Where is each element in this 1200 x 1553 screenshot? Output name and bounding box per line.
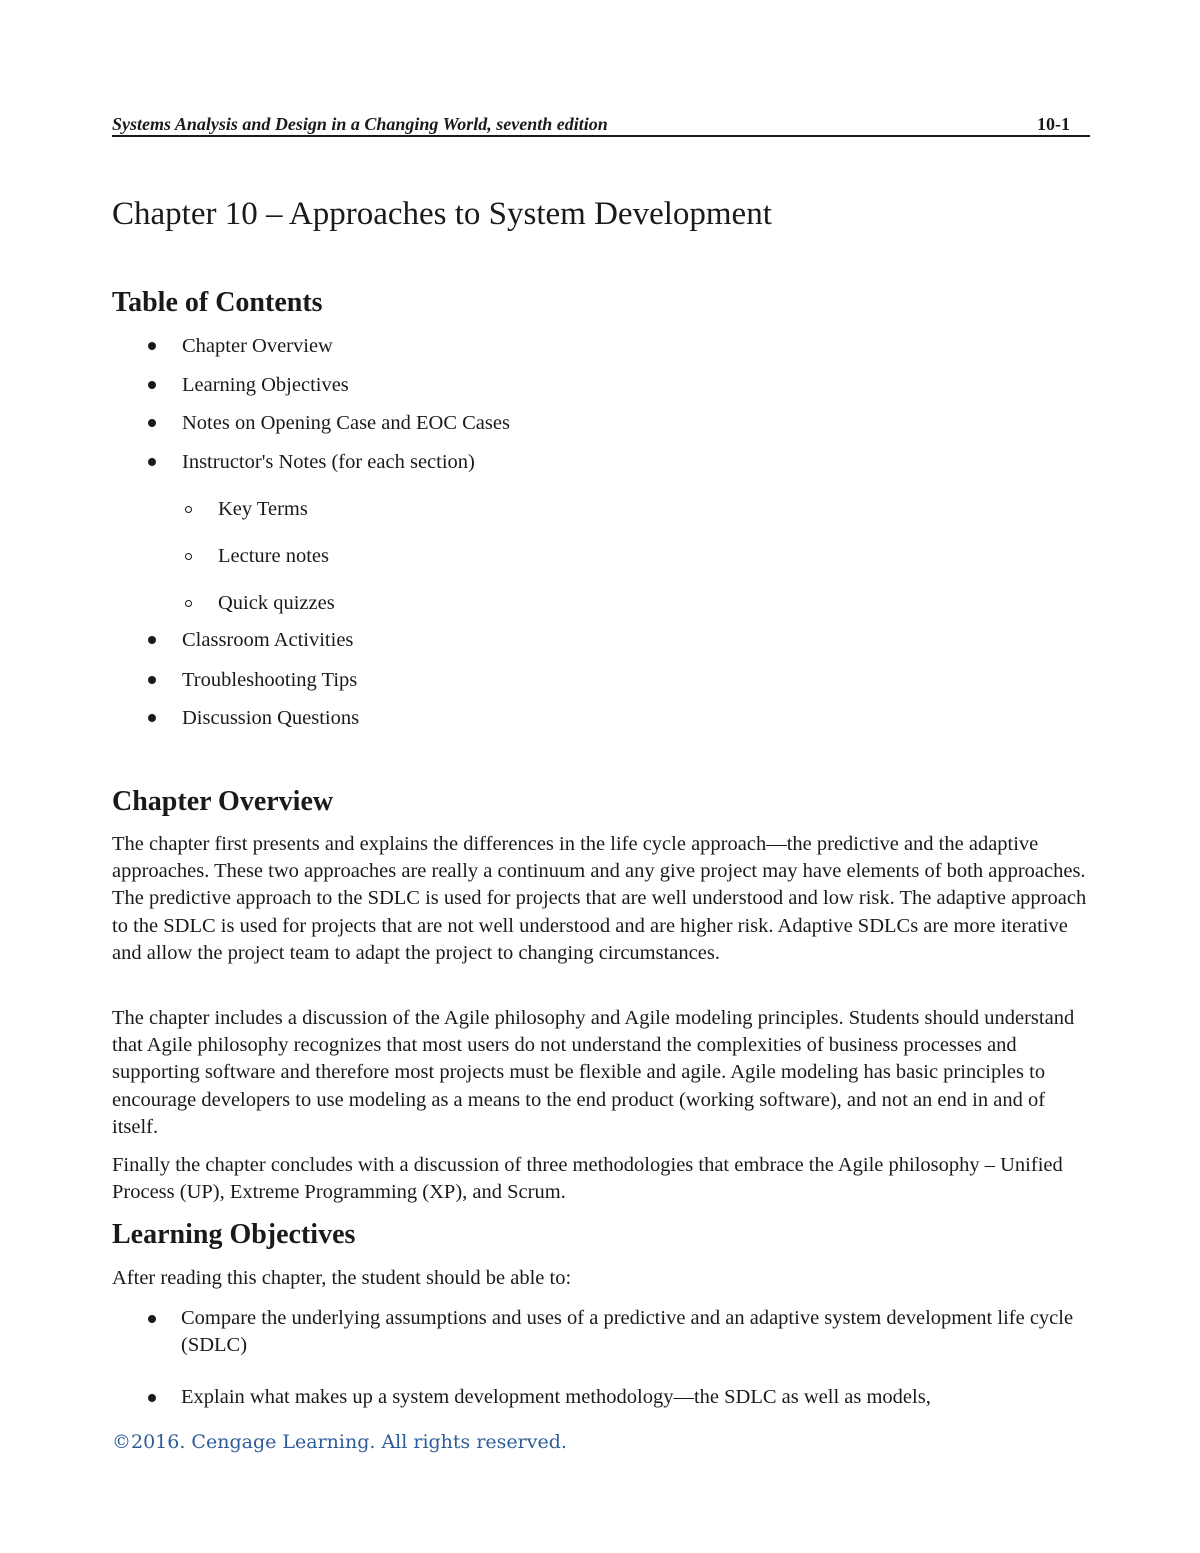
bullet-icon xyxy=(148,1315,156,1323)
bullet-icon xyxy=(148,676,156,684)
objective-text: Compare the underlying assumptions and uses of a predictive and an adaptive system development life cycle (SDLC) xyxy=(181,1307,1074,1357)
objective-text: Explain what makes up a system development methodology—the SDLC as well as models, xyxy=(181,1386,931,1408)
toc-item-label: Classroom Activities xyxy=(182,629,354,651)
toc-item-label: Instructor's Notes (for each section) xyxy=(182,451,475,473)
bullet-icon xyxy=(148,381,156,389)
toc-item-label: Discussion Questions xyxy=(182,707,360,729)
objectives-intro: After reading this chapter, the student should be able to: xyxy=(112,1267,572,1289)
running-header xyxy=(112,113,1090,137)
objectives-heading: Learning Objectives xyxy=(112,1219,356,1250)
bullet-icon xyxy=(148,342,156,350)
bullet-icon xyxy=(148,458,156,466)
overview-paragraph: The chapter first presents and explains the differences in the life cycle approach—the predictive and the adaptive approaches. These two approaches are really a continuum and any give project may have elements of both approaches. The predictive approach to the SDLC is used for projects that are well understood and low risk. The adaptive approach to the SDLC is used for projects that are not well understood and are higher risk. Adaptive SDLCs are more iterative and allow the project team to adapt the project to changing circumstances. xyxy=(112,833,1087,964)
chapter-title: Chapter 10 – Approaches to System Development xyxy=(112,196,772,232)
toc-item-label: Troubleshooting Tips xyxy=(182,669,358,691)
hollow-bullet-icon xyxy=(185,506,192,513)
toc-item-label: Notes on Opening Case and EOC Cases xyxy=(182,412,510,434)
toc-heading: Table of Contents xyxy=(112,287,323,318)
page-number: 10-1 xyxy=(1037,114,1070,134)
bullet-icon xyxy=(148,636,156,644)
copyright-footer: ©2016. Cengage Learning. All rights reserved. xyxy=(112,1431,567,1453)
toc-subitem-label: Lecture notes xyxy=(218,545,329,567)
bullet-icon xyxy=(148,419,156,427)
overview-paragraph: The chapter includes a discussion of the Agile philosophy and Agile modeling principles. Students should understand that Agile philosophy recognizes that most users do not understand the complexities of business processes and supporting software and therefore most projects must be flexible and agile. Agile modeling has basic principles to encourage developers to use modeling as a means to the end product (working software), and not an end in and of itself. xyxy=(112,1007,1075,1138)
book-title: Systems Analysis and Design in a Changing World, seventh edition xyxy=(112,114,608,134)
toc-item-label: Chapter Overview xyxy=(182,335,333,357)
bullet-icon xyxy=(148,714,156,722)
hollow-bullet-icon xyxy=(185,553,192,560)
toc-item-label: Learning Objectives xyxy=(182,374,349,396)
hollow-bullet-icon xyxy=(185,600,192,607)
toc-subitem-label: Quick quizzes xyxy=(218,592,335,614)
overview-heading: Chapter Overview xyxy=(112,786,334,817)
toc-subitem-label: Key Terms xyxy=(218,498,308,520)
bullet-icon xyxy=(148,1394,156,1402)
overview-paragraph: Finally the chapter concludes with a discussion of three methodologies that embrace the Agile philosophy – Unified Process (UP), Extreme Programming (XP), and Scrum. xyxy=(112,1154,1063,1204)
